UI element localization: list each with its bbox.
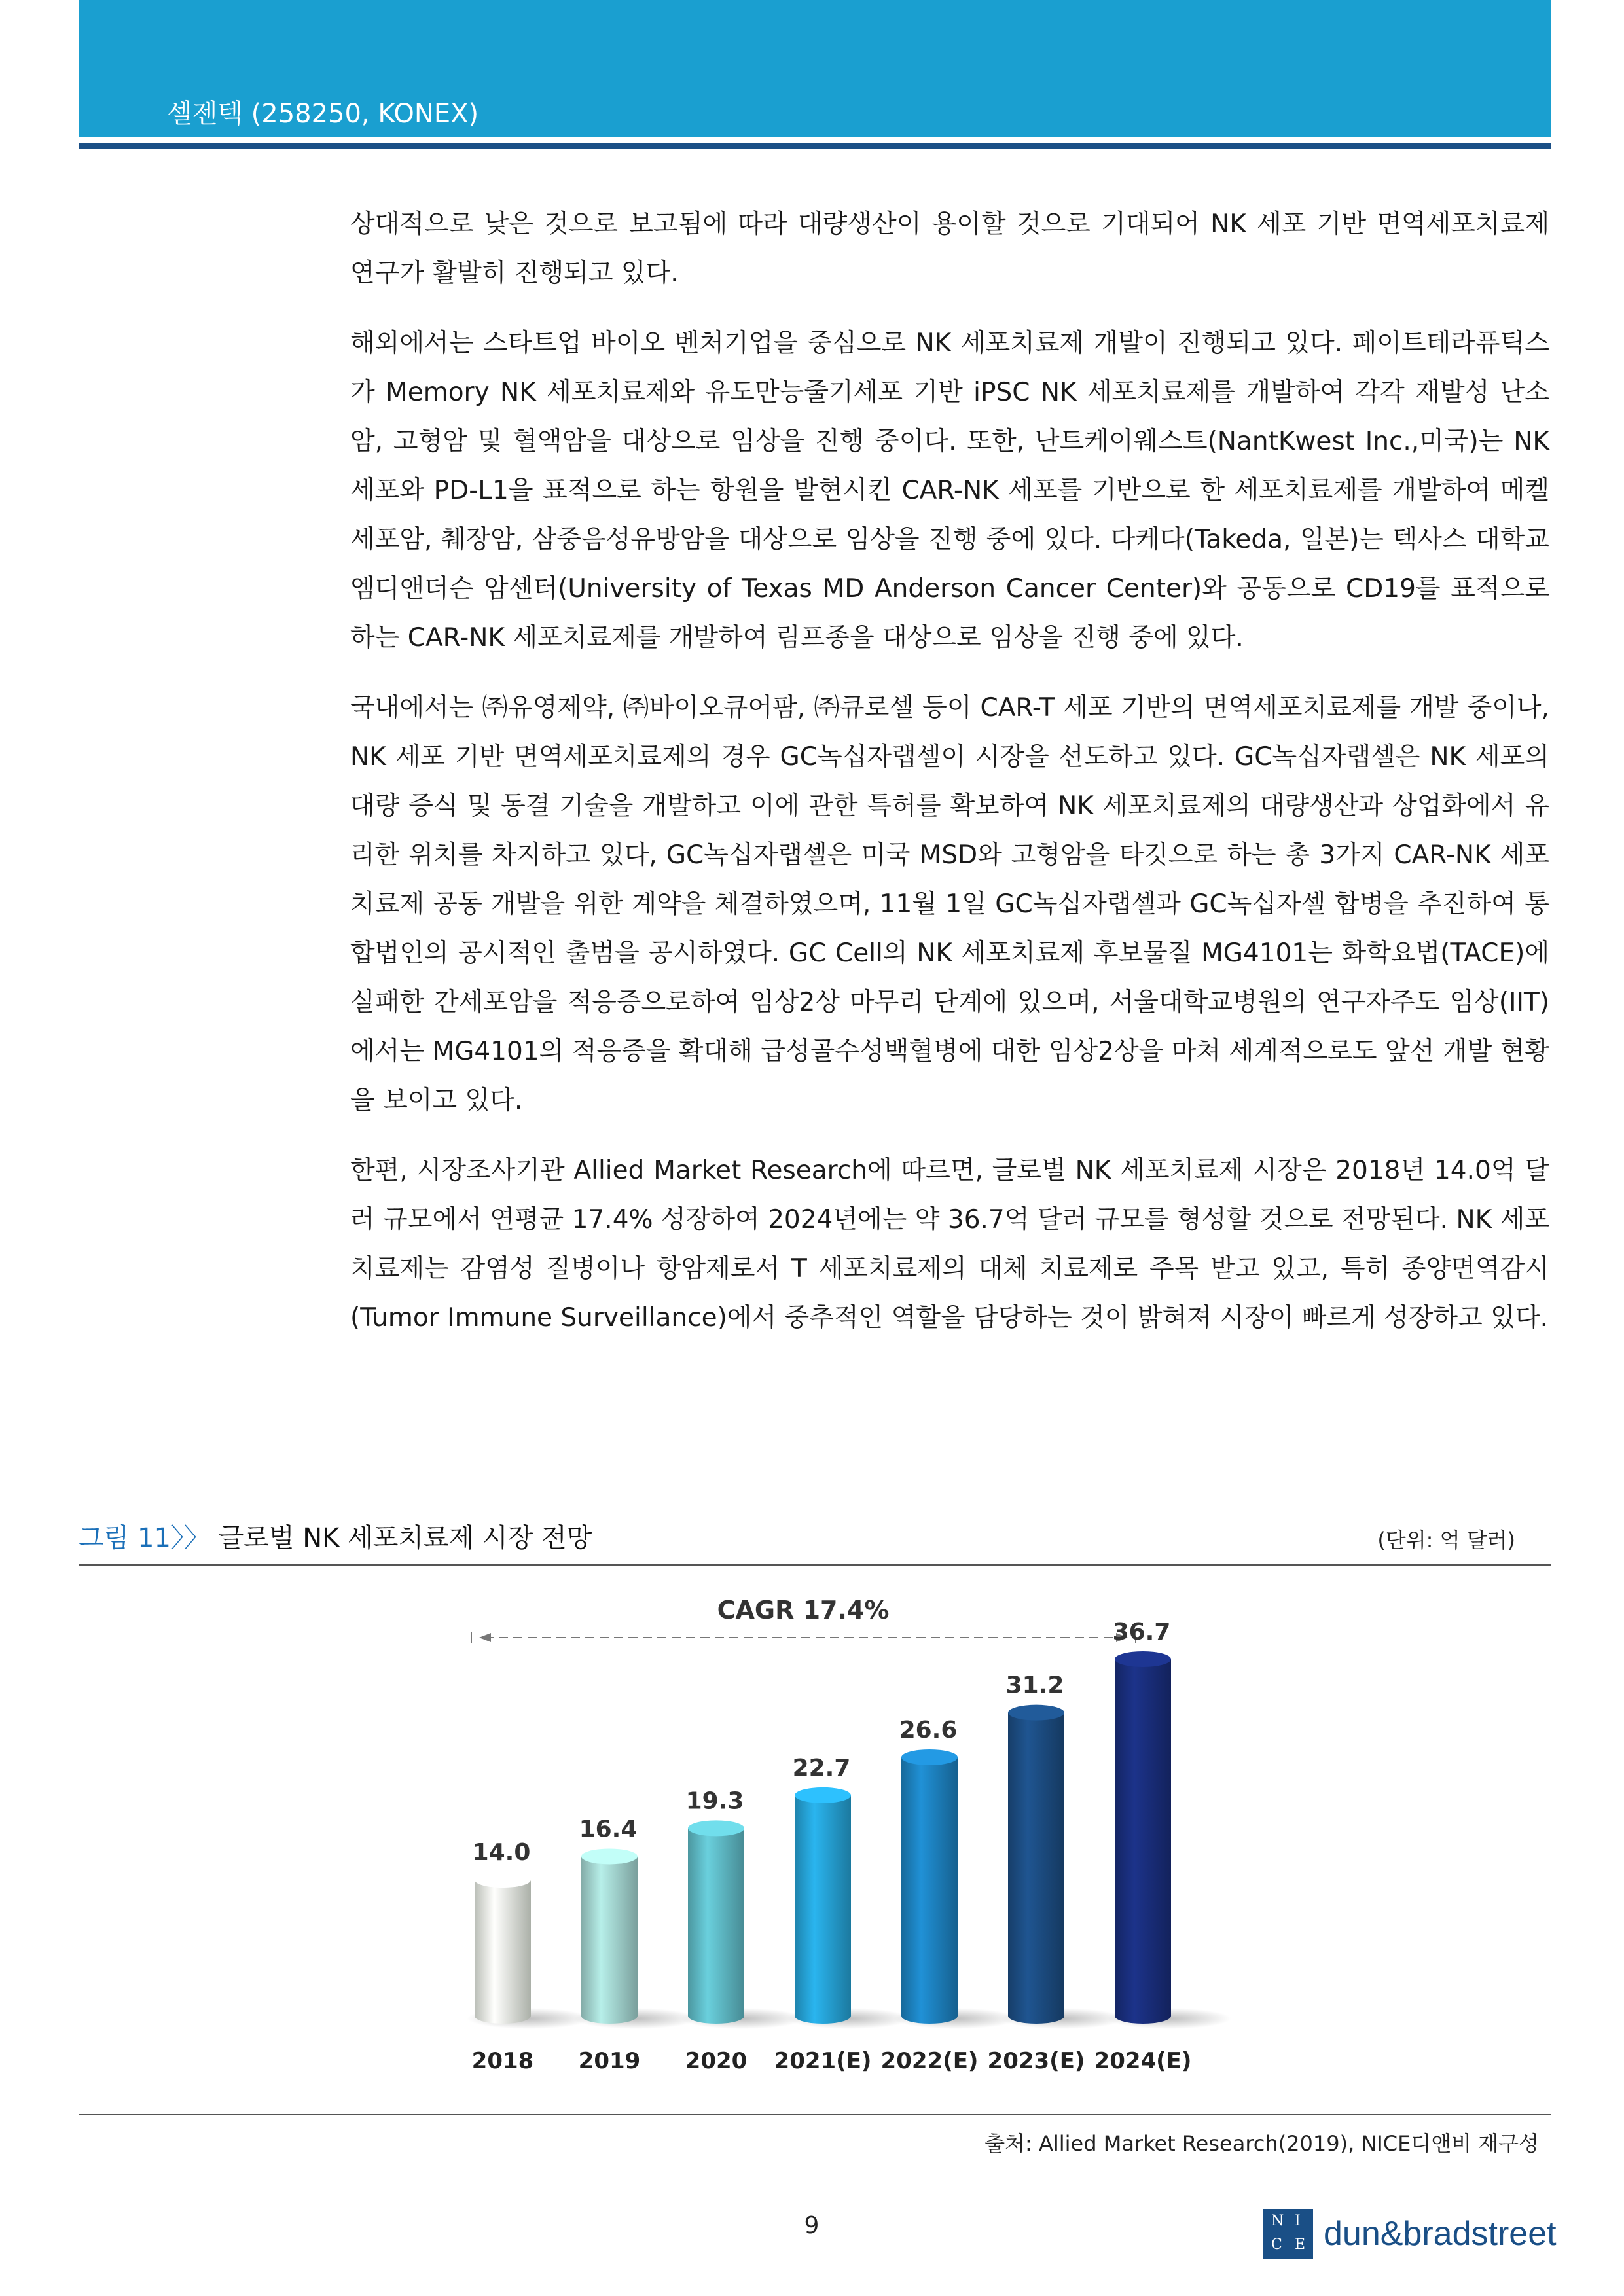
bar-value-label-1: 16.4 — [579, 1816, 638, 1843]
nice-logo-mark — [1263, 2209, 1313, 2259]
bar-value-label-0: 14.0 — [472, 1839, 531, 1867]
logo-letter-c: C — [1271, 2236, 1282, 2253]
paragraph-2: 해외에서는 스타트업 바이오 벤처기업을 중심으로 NK 세포치료제 개발이 진행되고 있다. 페이트테라퓨틱스가 Memory NK 세포치료제와 유도만능줄기세포 기반 iPSC NK 세포치료제를 개발하여 각각 재발성 난소암, 고형암 및 혈액암을 대상으로 임상을 진행 중이다. 또한, 난트케이웨스트(NantKwest Inc.,미국)는 NK 세포와 PD-L1을 표적으로 하는 항원을 발현시킨 CAR-NK 세포를 기반으로 한 세포치료제를 개발하여 메켈세포암, 췌장암, 삼중음성유방암을 대상으로 임상을 진행 중에 있다. 다케다(Takeda, 일본)는 텍사스 대학교 엠디앤더슨 암센터(University of Texas MD Anderson Cancer Center)와 공동으로 CD19를 표적으로 하는 CAR-NK 세포치료제를 개발하여 림프종을 대상으로 임상을 진행 중에 있다. — [350, 329, 1549, 653]
x-tick-label-5: 2023(E) — [987, 2048, 1085, 2074]
figure-bottom-rule — [79, 2114, 1551, 2115]
bar-value-label-5: 31.2 — [1005, 1672, 1064, 1699]
bar-0 — [475, 1880, 531, 2024]
bar-6 — [1115, 1659, 1171, 2024]
x-tick-label-4: 2022(E) — [880, 2048, 979, 2074]
bar-top-4 — [901, 1749, 958, 1765]
cagr-left-arrowhead — [479, 1633, 491, 1642]
bar-top-3 — [795, 1787, 851, 1803]
bar-chart — [393, 1574, 1244, 2111]
bar-top-2 — [688, 1820, 744, 1836]
logo-letter-i: I — [1295, 2213, 1301, 2229]
logo-letter-n: N — [1271, 2213, 1284, 2229]
body-text — [350, 200, 1549, 1363]
bar-4 — [901, 1757, 958, 2024]
bar-value-label-2: 19.3 — [685, 1787, 744, 1815]
paragraph-4: 한편, 시장조사기관 Allied Market Research에 따르면, 글로벌 NK 세포치료제 시장은 2018년 14.0억 달러 규모에서 연평균 17.4% 성장하여 2024년에는 약 36.7억 달러 규모를 형성할 것으로 전망된다. NK 세포치료제는 감염성 질병이나 항암제로서 T 세포치료제의 대체 치료제로 주목 받고 있고, 특히 종양면역감시(Tumor Immune Surveillance)에서 중추적인 역할을 담당하는 것이 밝혀져 시장이 빠르게 성장하고 있다. — [350, 1156, 1549, 1333]
x-tick-label-1: 2019 — [578, 2048, 641, 2074]
nice-dnb-logo — [1263, 2209, 1557, 2268]
page-number: 9 — [804, 2212, 820, 2239]
paragraph-1: 상대적으로 낮은 것으로 보고됨에 따라 대량생산이 용이할 것으로 기대되어 NK 세포 기반 면역세포치료제 연구가 활발히 진행되고 있다. — [350, 209, 1549, 288]
cagr-label: CAGR 17.4% — [717, 1596, 890, 1624]
bar-2 — [688, 1828, 744, 2024]
bar-3 — [795, 1795, 851, 2024]
header-rule — [79, 143, 1551, 149]
bar-top-1 — [581, 1848, 638, 1864]
bar-value-label-3: 22.7 — [792, 1754, 851, 1782]
figure-arrows: 〉〉 — [170, 1523, 210, 1553]
figure-number: 그림 11 — [79, 1523, 171, 1553]
logo-letter-e: E — [1295, 2236, 1306, 2253]
figure-title: 글로벌 NK 세포치료제 시장 전망 — [218, 1523, 592, 1553]
x-tick-label-2: 2020 — [685, 2048, 748, 2074]
bar-value-label-4: 26.6 — [899, 1716, 958, 1744]
figure-top-rule — [79, 1564, 1551, 1566]
dnb-logo-text: dun&bradstreet — [1324, 2215, 1557, 2253]
bar-value-label-6: 36.7 — [1112, 1619, 1171, 1646]
x-tick-label-0: 2018 — [471, 2048, 534, 2074]
bar-top-5 — [1008, 1705, 1064, 1721]
figure-source: 출처: Allied Market Research(2019), NICE디앤비 재구성 — [984, 2131, 1539, 2156]
figure-caption — [79, 1517, 1551, 1563]
bar-5 — [1008, 1713, 1064, 2024]
bar-top-6 — [1115, 1651, 1171, 1667]
bar-top-0 — [475, 1872, 531, 1888]
bar-1 — [581, 1856, 638, 2024]
figure-unit: (단위: 억 달러) — [1377, 1528, 1515, 1552]
x-tick-label-6: 2024(E) — [1094, 2048, 1192, 2074]
report-header-title: 셀젠텍 (258250, KONEX) — [167, 99, 479, 129]
chart-container — [393, 1574, 1244, 2111]
paragraph-3: 국내에서는 ㈜유영제약, ㈜바이오큐어팜, ㈜큐로셀 등이 CAR-T 세포 기반의 면역세포치료제를 개발 중이나, NK 세포 기반 면역세포치료제의 경우 GC녹십자랩셀이 시장을 선도하고 있다. GC녹십자랩셀은 NK 세포의 대량 증식 및 동결 기술을 개발하고 이에 관한 특허를 확보하여 NK 세포치료제의 대량생산과 상업화에서 유리한 위치를 차지하고 있다, GC녹십자랩셀은 미국 MSD와 고형암을 타깃으로 하는 총 3가지 CAR-NK 세포치료제 공동 개발을 위한 계약을 체결하였으며, 11월 1일 GC녹십자랩셀과 GC녹십자셀 합병을 추진하여 통합법인의 공시적인 출범을 공시하였다. GC Cell의 NK 세포치료제 후보물질 MG4101는 화학요법(TACE)에 실패한 간세포암을 적응증으로하여 임상2상 마무리 단계에 있으며, 서울대학교병원의 연구자주도 임상(IIT)에서는 MG4101의 적응증을 확대해 급성골수성백혈병에 대한 임상2상을 마쳐 세계적으로도 앞선 개발 현황을 보이고 있다. — [350, 693, 1549, 1115]
x-tick-label-3: 2021(E) — [774, 2048, 872, 2074]
